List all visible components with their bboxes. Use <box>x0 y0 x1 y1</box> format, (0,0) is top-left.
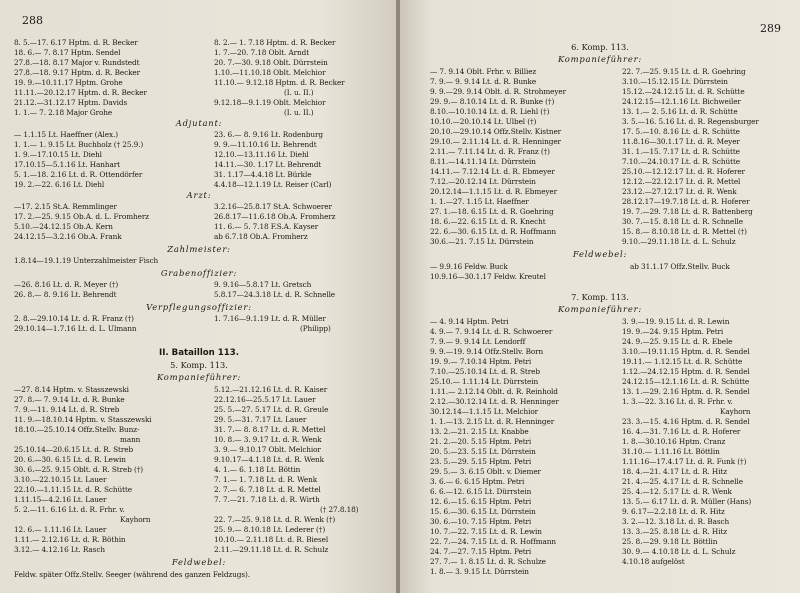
list-item: 27.8.—18. 8.17 Major v. Rundstedt <box>14 58 140 67</box>
list-item: 7.10.—24.10.17 Lt. d. R. Schütte <box>622 157 741 166</box>
list-item: —26. 8.16 Lt. d. R. Meyer (†) <box>14 280 119 289</box>
company-7-heading: 7. Komp. 113. <box>571 292 629 302</box>
list-item: 1. 8.—30.10.16 Hptm. Cranz <box>622 437 726 446</box>
list-item: 26. 8.— 8. 9.16 Lt. Behrendt <box>14 290 117 299</box>
list-item: 3.12.— 4.12.16 Lt. Rasch <box>14 545 105 554</box>
list-item: 1. 1.—27. 1.15 Lt. Haeffner <box>430 197 529 206</box>
company-heading: 5. Komp. 113. <box>170 360 228 370</box>
adjutant-heading: Adjutant: <box>175 118 223 128</box>
list-item: 24.12.15—12.1.16 Lt. d. R. Schütte <box>622 377 750 386</box>
list-item: 1.10.—11.10.18 Oblt. Melchior <box>214 68 326 77</box>
list-item: 1.11.— 2.12.16 Lt. d. R. Böthin <box>14 535 126 544</box>
list-item: 14.11.—30. 1.17 Lt. Behrendt <box>214 160 322 169</box>
list-item: Kayhorn <box>720 407 751 416</box>
list-item: ab 6.7.18 Ob.A. Fromherz <box>214 232 308 241</box>
list-item: 13. 1.—29. 2.16 Hptm. d. R. Sendel <box>622 387 750 396</box>
list-item: — 4. 9.14 Hptm. Petri <box>430 317 509 326</box>
list-item: 7. 9.— 9. 9.14 Lt. Lendorff <box>430 337 526 346</box>
company-6-heading: 6. Komp. 113. <box>571 42 629 52</box>
list-item: 9.10.17—4.1.18 Lt. d. R. Wenk <box>214 455 324 464</box>
list-item: 2. 7.— 6. 7.18 Lt. d. R. Mettel <box>214 485 321 494</box>
list-item: 23. 3.—15. 4.16 Hptm. d. R. Sendel <box>622 417 750 426</box>
list-item: 8.11.—14.11.14 Lt. Dürrstein <box>430 157 536 166</box>
list-item: (Philipp) <box>300 324 331 333</box>
list-item: 20. 5.—23. 5.15 Lt. Dürrstein <box>430 447 536 456</box>
list-item: († 27.8.18) <box>320 505 359 514</box>
list-item: —17. 2.15 St.A. Remmlinger <box>14 202 117 211</box>
list-item: 2. 8.—29.10.14 Lt. d. R. Franz (†) <box>14 314 134 323</box>
list-item: 13. 3.—25. 8.18 Lt. d. R. Hitz <box>622 527 728 536</box>
list-item: 9.12.18—9.1.19 Oblt. Melchior <box>214 98 326 107</box>
list-item: 19. 9.—10.11.17 Hptm. Grohe <box>14 78 123 87</box>
list-item: 30. 9.— 4.10.18 Lt. d. L. Schulz <box>622 547 736 556</box>
list-item: 3.2.16—25.8.17 St.A. Schwoerer <box>214 202 332 211</box>
list-item: (I. u. II.) <box>284 108 314 117</box>
list-item: 18. 6.— 7. 8.17 Hptm. Sendel <box>14 48 121 57</box>
list-item: ab 31.1.17 Offz.Stellv. Buck <box>630 262 730 271</box>
list-item: 29.10.— 2.11.14 Lt. d. R. Henninger <box>430 137 561 146</box>
list-item: 27.8.—18. 9.17 Hptm. d. R. Becker <box>14 68 141 77</box>
list-item: 9.10.—29.11.18 Lt. d. L. Schulz <box>622 237 736 246</box>
list-item: 25.10.14—20.6.15 Lt. d. R. Streb <box>14 445 134 454</box>
list-item: 11. 9.—18.10.14 Hptm. v. Stasszewski <box>14 415 152 424</box>
list-item: 19. 9.—24. 9.15 Hptm. Petri <box>622 327 724 336</box>
list-item: 1. 7.—20. 7.18 Oblt. Arndt <box>214 48 310 57</box>
list-item: 13. 1.— 2. 5.16 Lt. d. R. Schütte <box>622 107 738 116</box>
list-item: 27. 1.—18. 6.15 Lt. d. R. Goehring <box>430 207 554 216</box>
list-item: 22. 7.—25. 9.18 Lt. d. R. Wenk (†) <box>214 515 336 524</box>
list-item: 12.10.—13.11.16 Lt. Diehl <box>214 150 309 159</box>
list-item: 1. 1.—13. 2.15 Lt. d. R. Henninger <box>430 417 555 426</box>
list-item: 20.12.14—1.1.15 Lt. d. R. Ebmeyer <box>430 187 558 196</box>
list-item: 23. 5.—29. 5.15 Hptm. Petri <box>430 457 532 466</box>
list-item: 10.10.—20.10.14 Lt. Ulbel (†) <box>430 117 537 126</box>
list-item: 7.12.—20.12.14 Lt. Dürrstein <box>430 177 536 186</box>
list-item: 17. 5.—10. 8.16 Lt. d. R. Schütte <box>622 127 740 136</box>
list-item: 4. 9.— 7. 9.14 Lt. d. R. Schwoerer <box>430 327 553 336</box>
list-item: 7.10.—25.10.14 Lt. d. R. Streb <box>430 367 540 376</box>
feldwebel-6-heading: Feldwebel: <box>572 249 628 259</box>
list-item: 19. 7.—29. 7.18 Lt. d. R. Battenberg <box>622 207 753 216</box>
list-item: 22. 6.—30. 6.15 Lt. d. R. Hoffmann <box>430 227 556 236</box>
list-item: 3.10.—15.12.15 Lt. Dürrstein <box>622 77 728 86</box>
list-item: 1. 1.— 1. 9.15 Lt. Buchholz († 25.9.) <box>14 140 144 149</box>
list-item: 3.10.—22.10.15 Lt. Lauer <box>14 475 107 484</box>
list-item: 13. 2.—21. 2.15 Lt. Knabbe <box>430 427 529 436</box>
list-item: 3. 6.— 6. 6.15 Hptm. Petri <box>430 477 525 486</box>
list-item: 25.10.—12.12.17 Lt. d. R. Hoferer <box>622 167 745 176</box>
list-item: 18.10.—25.10.14 Offz.Stellv. Bunz- <box>14 425 140 434</box>
kompaniefuehrer-6-heading: Kompanieführer: <box>557 54 643 64</box>
list-item: 25.10.— 1.11.14 Lt. Dürrstein <box>430 377 539 386</box>
list-item: 3. 9.— 9.10.17 Oblt. Melchior <box>214 445 321 454</box>
list-item: 8. 2.— 1. 7.18 Hptm. d. R. Becker <box>214 38 336 47</box>
page-number-left: 288 <box>22 14 43 27</box>
list-item: Kayhorn <box>120 515 151 524</box>
list-item: 19. 2.—22. 6.16 Lt. Diehl <box>14 180 105 189</box>
zahlmeister-heading: Zahlmeister: <box>167 244 231 254</box>
list-item: 10.9.16—30.1.17 Feldw. Kreutel <box>430 272 546 281</box>
kompaniefuehrer-heading: Kompanieführer: <box>156 372 242 382</box>
list-item: — 1.1.15 Lt. Haeffner (Alex.) <box>14 130 118 139</box>
list-item: 24.12.15—3.2.16 Ob.A. Frank <box>14 232 122 241</box>
list-item: 29.10.14—1.7.16 Lt. d. L. Ulmann <box>14 324 137 333</box>
list-item: 18. 4.—21. 4.17 Lt. d. R. Hitz <box>622 467 728 476</box>
list-item: 7. 9.— 9. 9.14 Lt. d. R. Bunke <box>430 77 537 86</box>
list-item: 21.12.—31.12.17 Hptm. Davids <box>14 98 128 107</box>
list-item: 20. 7.—30. 9.18 Oblt. Dürrstein <box>214 58 328 67</box>
list-item: 23.12.—27.12.17 Lt. d. R. Wenk <box>622 187 737 196</box>
list-item: 25. 8.—29. 9.18 Lt. Böttlin <box>622 537 718 546</box>
list-item: 3. 2.—12. 3.18 Lt. d. R. Basch <box>622 517 730 526</box>
list-item: 12.12.—22.12.17 Lt. d. R. Mettel <box>622 177 741 186</box>
list-item: 31.10.— 1.11.16 Lt. Böttlin <box>622 447 720 456</box>
list-item: —27. 8.14 Hptm. v. Stasszewski <box>14 385 129 394</box>
arzt-heading: Arzt: <box>186 190 212 200</box>
left-page <box>0 0 398 593</box>
list-item: 4.4.18—12.1.19 Lt. Reiser (Carl) <box>214 180 332 189</box>
list-item: 5.12.—21.12.16 Lt. d. R. Kaiser <box>214 385 328 394</box>
grabenoffizier-heading: Grabenoffizier: <box>160 268 238 278</box>
list-item: 1. 3.—22. 3.16 Lt. d. R. Frhr. v. <box>622 397 733 406</box>
list-item: 30. 7.—15. 8.18 Lt. d. R. Schnelle <box>622 217 743 226</box>
list-item: 19. 9.— 7.10.14 Hptm. Petri <box>430 357 532 366</box>
list-item: 1. 8.— 3. 9.15 Lt. Dürrstein <box>430 567 529 576</box>
list-item: 1.11.15—4.2.16 Lt. Lauer <box>14 495 107 504</box>
list-item: 1.11.16—17.4.17 Lt. d. R. Funk (†) <box>622 457 747 466</box>
list-item: 17. 2.—25. 9.15 Ob.A. d. L. Fromherz <box>14 212 149 221</box>
list-item: 3. 9.—19. 9.15 Lt. d. R. Lewin <box>622 317 730 326</box>
list-item: 7. 1.— 1. 7.18 Lt. d. R. Wenk <box>214 475 318 484</box>
list-item: 9. 9.—11.10.16 Lt. Behrendt <box>214 140 317 149</box>
list-item: 9. 9.16—5.8.17 Lt. Gretsch <box>214 280 312 289</box>
list-item: 31. 7.— 8. 8.17 Lt. d. R. Mettel <box>214 425 326 434</box>
kompaniefuehrer-7-heading: Kompanieführer: <box>557 304 643 314</box>
verpflegungsoffizier-heading: Verpflegungsoffizier: <box>146 302 252 312</box>
list-item: 11.10.— 9.12.18 Hptm. d. R. Becker <box>214 78 345 87</box>
list-item: 12. 6.—15. 6.15 Hptm. Petri <box>430 497 532 506</box>
list-item: 25. 4.—12. 5.17 Lt. d. R. Wenk <box>622 487 732 496</box>
list-item: 6. 6.—12. 6.15 Lt. Dürrstein <box>430 487 532 496</box>
list-item: 29. 5.— 3. 6.15 Oblt. v. Diemer <box>430 467 541 476</box>
list-item: 15.12.—24.12.15 Lt. d. R. Schütte <box>622 87 745 96</box>
list-item: 8.10.—10.10.14 Lt. d. R. Liehl (†) <box>430 107 550 116</box>
list-item: 9. 9.—19. 9.14 Offz.Stellv. Born <box>430 347 544 356</box>
list-item: 30.12.14—1.1.15 Lt. Melchior <box>430 407 539 416</box>
list-item: 29. 9.— 8.10.14 Lt. d. R. Bunke (†) <box>430 97 555 106</box>
list-item: 3.10.—19.11.15 Hptm. d. R. Sendel <box>622 347 750 356</box>
list-item: 22.12.16—25.5.17 Lt. Lauer <box>214 395 316 404</box>
list-item: 5. 2.—11. 6.16 Lt. d. R. Frhr. v. <box>14 505 125 514</box>
list-item: 15. 8.— 8.10.18 Lt. d. R. Mettel (†) <box>622 227 747 236</box>
list-item: 2.12.—30.12.14 Lt. d. R. Henninger <box>430 397 559 406</box>
list-item: 5.8.17—24.3.18 Lt. d. R. Schnelle <box>214 290 336 299</box>
list-item: 13. 5.— 6.17 Lt. d. R. Müller (Hans) <box>622 497 752 506</box>
list-item: mann <box>120 435 141 444</box>
list-item: 2.11.—29.11.18 Lt. d. R. Schulz <box>214 545 329 554</box>
list-item: 17.10.15—5.1.16 Lt. Hanhart <box>14 160 120 169</box>
list-item: 14.11.— 7.12.14 Lt. d. R. Ebmeyer <box>430 167 555 176</box>
list-item: 1.11.— 2.12.14 Oblt. d. R. Reinhold <box>430 387 558 396</box>
list-item: 9. 6.17—2.2.18 Lt. d. R. Hitz <box>622 507 725 516</box>
list-item: 20.10.—29.10.14 Offz.Stellv. Kistner <box>430 127 562 136</box>
list-item: 24.12.15—12.1.16 Lt. Bichweiler <box>622 97 741 106</box>
list-item: 28.12.17—19.7.18 Lt. d. R. Hoferer <box>622 197 750 206</box>
list-item: 20. 6.—30. 6.15 Lt. d. R. Lewin <box>14 455 126 464</box>
list-item: 2.11.— 7.11.14 Lt. d. R. Franz (†) <box>430 147 550 156</box>
list-item: 12. 6.— 1.11.16 Lt. Lauer <box>14 525 107 534</box>
list-item: 5. 1.—18. 2.16 Lt. d. R. Ottendörfer <box>14 170 143 179</box>
list-item: 7. 9.—11. 9.14 Lt. d. R. Streb <box>14 405 120 414</box>
list-item: 1. 7.16—9.1.19 Lt. d. R. Müller <box>214 314 326 323</box>
list-item: 30.6.—21. 7.15 Lt. Dürrstein <box>430 237 534 246</box>
list-item: 10. 7.—22. 7.15 Lt. d. R. Lewin <box>430 527 542 536</box>
list-item: 10. 8.— 3. 9.17 Lt. d. R. Wenk <box>214 435 322 444</box>
list-item: 3. 5.—16. 5.16 Lt. d. R. Regensburger <box>622 117 759 126</box>
list-item: 5.10.—24.12.15 Ob.A. Kern <box>14 222 113 231</box>
list-item: 7. 7.—21. 7.18 Lt. d. R. Wirth <box>214 495 320 504</box>
list-item: 9. 9.—29. 9.14 Oblt. d. R. Strohmeyer <box>430 87 567 96</box>
list-item: 31. 1.17—4.4.18 Lt. Bürkle <box>214 170 312 179</box>
list-item: 1. 1.— 7. 2.18 Major Grohe <box>14 108 113 117</box>
list-item: 22. 7.—25. 9.15 Lt. d. R. Goehring <box>622 67 746 76</box>
list-item: 11. 6.— 5. 7.18 F.S.A. Kayser <box>214 222 319 231</box>
list-item: 25. 9.— 8.10.18 Lt. Lederer (†) <box>214 525 326 534</box>
list-item: 16. 4.—31. 7.16 Lt. d. R. Hoferer <box>622 427 741 436</box>
list-item: 31. 1.—15. 7.17 Lt. d. R. Schütte <box>622 147 740 156</box>
list-item: 21. 4.—25. 4.17 Lt. d. R. Schnelle <box>622 477 743 486</box>
page-number-right: 289 <box>760 22 781 35</box>
list-item: 4.10.18 aufgelöst <box>622 557 685 566</box>
list-item: 24. 9.—25. 9.15 Lt. d. R. Ebele <box>622 337 733 346</box>
list-item: 15. 6.—30. 6.15 Lt. Dürrstein <box>430 507 536 516</box>
list-item: 1. 9.—17.10.15 Lt. Diehl <box>14 150 102 159</box>
list-item: 10.10.— 2.11.18 Lt. d. R. Biesel <box>214 535 329 544</box>
list-item: 1.12.—24.12.15 Hptm. d. R. Sendel <box>622 367 750 376</box>
list-item: 4. 1.— 6. 1.18 Lt. Böttin <box>214 465 301 474</box>
list-item: — 9.9.16 Feldw. Buck <box>430 262 508 271</box>
battalion-heading: II. Bataillon 113. <box>159 348 239 358</box>
list-item: 27. 8.— 7. 9.14 Lt. d. R. Bunke <box>14 395 125 404</box>
list-item: 27. 7.— 1. 8.15 Lt. d. R. Schulze <box>430 557 546 566</box>
zahlmeister-entry: 1.8.14—19.1.19 Unterzahlmeister Fisch <box>14 256 159 265</box>
list-item: 29. 5.—31. 7.17 Lt. Lauer <box>214 415 307 424</box>
list-item: 22.10.—1.11.15 Lt. d. R. Schütte <box>14 485 133 494</box>
list-item: 26.8.17—11.6.18 Ob.A. Fromherz <box>214 212 336 221</box>
list-item: 18. 6.—22. 6.15 Lt. d. R. Knecht <box>430 217 546 226</box>
list-item: 11.11.—20.12.17 Hptm. d. R. Becker <box>14 88 147 97</box>
list-item: 24. 7.—27. 7.15 Hptm. Petri <box>430 547 532 556</box>
feldwebel-heading: Feldwebel: <box>171 557 227 567</box>
list-item: 22. 7.—24. 7.15 Lt. d. R. Hoffmann <box>430 537 556 546</box>
right-page <box>400 0 800 593</box>
list-item: 21. 2.—20. 5.15 Hptm. Petri <box>430 437 532 446</box>
list-item: — 7. 9.14 Oblt. Frhr. v. Billiez <box>430 67 537 76</box>
list-item: 19.11.— 1.12.15 Lt. d. R. Schütte <box>622 357 743 366</box>
list-item: 23. 6.— 8. 9.16 Lt. Rodenburg <box>214 130 323 139</box>
list-item: 11.8.16—30.1.17 Lt. d. R. Meyer <box>622 137 740 146</box>
list-item: 8. 5.—17. 6.17 Hptm. d. R. Becker <box>14 38 138 47</box>
list-item: 30. 6.—10. 7.15 Hptm. Petri <box>430 517 532 526</box>
feldwebel-entry: Feldw. später Offz.Stellv. Seeger (während des ganzen Feldzugs). <box>14 570 250 579</box>
list-item: (I. u. II.) <box>284 88 314 97</box>
list-item: 25. 5.—27. 5.17 Lt. d. R. Greule <box>214 405 329 414</box>
list-item: 30. 6.—25. 9.15 Oblt. d. R. Streb (†) <box>14 465 144 474</box>
